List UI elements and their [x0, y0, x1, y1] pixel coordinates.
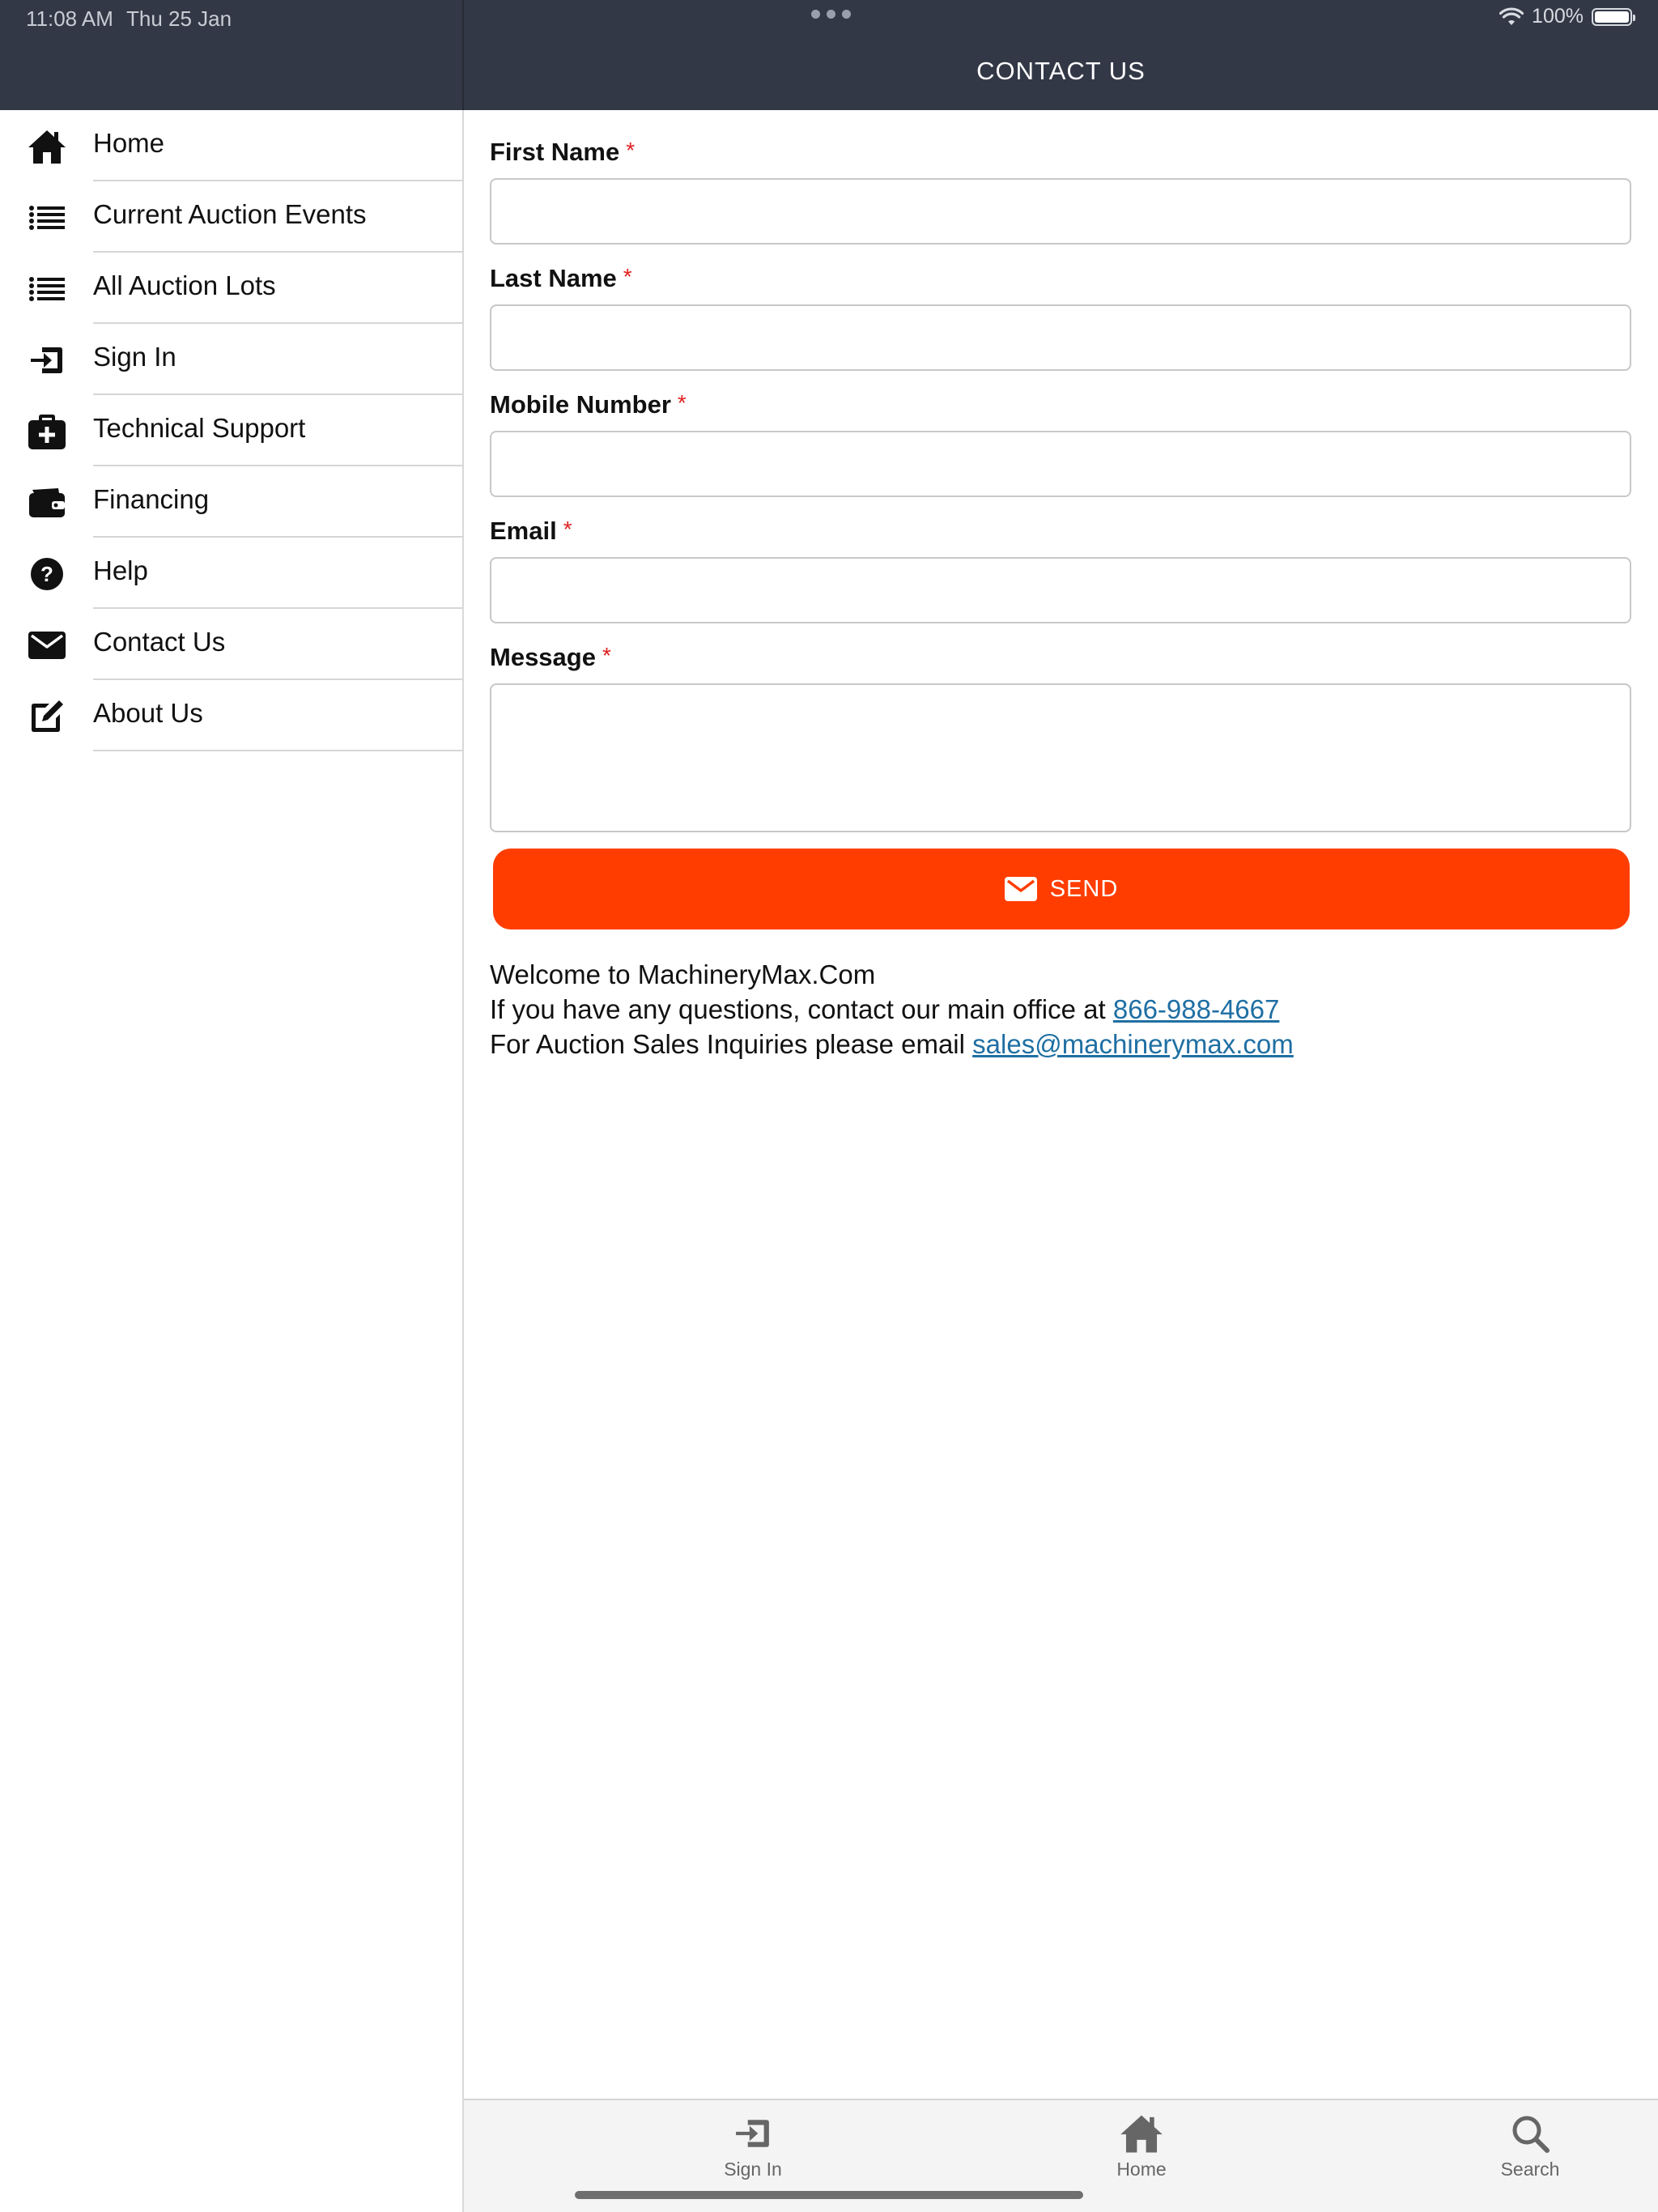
edit-icon: [26, 698, 68, 735]
tab-home[interactable]: [1061, 2108, 1222, 2180]
first-name-input[interactable]: [490, 178, 1631, 245]
inquiries-text: For Auction Sales Inquiries please email: [490, 1029, 965, 1059]
home-icon: [1119, 2112, 1164, 2155]
home-icon: [26, 128, 68, 165]
top-bar: [0, 0, 1658, 110]
sidebar-item-label: Contact Us: [93, 627, 226, 657]
sign-in-icon: [734, 2116, 772, 2150]
message-label: Message *: [490, 643, 611, 671]
list-icon: [26, 199, 68, 236]
tab-label: Sign In: [724, 2159, 782, 2180]
required-marker: *: [563, 517, 572, 542]
last-name-input[interactable]: [490, 304, 1631, 371]
sidebar-item-label: Home: [93, 128, 165, 158]
required-marker: *: [623, 264, 632, 289]
sidebar-item-contact-us[interactable]: [0, 609, 462, 680]
last-name-label: Last Name *: [490, 264, 632, 292]
questions-line: [490, 992, 1294, 1027]
list-icon: [26, 270, 68, 308]
welcome-text: Welcome to MachineryMax.Com: [490, 959, 876, 989]
wallet-icon: [26, 484, 68, 521]
tab-label: Search: [1500, 2159, 1560, 2180]
first-name-label: First Name *: [490, 138, 636, 166]
message-textarea[interactable]: [490, 683, 1631, 832]
svg-text:?: ?: [40, 562, 53, 586]
sidebar-item-label: About Us: [93, 698, 203, 728]
sidebar-item-all-auction-lots[interactable]: [0, 253, 462, 324]
mobile-number-label: Mobile Number *: [490, 390, 687, 419]
required-marker: *: [677, 390, 687, 415]
mobile-number-input[interactable]: [490, 431, 1631, 497]
sidebar-item-financing[interactable]: [0, 466, 462, 538]
status-right: [1499, 5, 1632, 28]
required-marker: *: [602, 643, 611, 668]
questions-text: If you have any questions, contact our main office at: [490, 994, 1106, 1024]
send-label: SEND: [1049, 875, 1119, 902]
topbar-divider: [462, 0, 464, 110]
sidebar-border: [462, 110, 464, 2212]
sidebar-item-label: Current Auction Events: [93, 199, 367, 229]
sidebar-item-sign-in[interactable]: [0, 324, 462, 395]
wifi-icon: [1499, 7, 1524, 27]
sidebar-item-technical-support[interactable]: [0, 395, 462, 466]
page-title: CONTACT US: [976, 57, 1146, 85]
contact-info: [490, 957, 1294, 1061]
email-link[interactable]: sales@machinerymax.com: [972, 1029, 1294, 1059]
required-marker: *: [626, 138, 636, 163]
sidebar-item-label: Sign In: [93, 342, 176, 372]
send-button[interactable]: [493, 849, 1630, 929]
battery-icon: [1592, 8, 1632, 26]
sidebar-item-about-us[interactable]: [0, 680, 462, 751]
email-input[interactable]: [490, 557, 1631, 623]
sign-in-icon: [26, 342, 68, 379]
inquiries-line: [490, 1027, 1294, 1061]
battery-percent: 100%: [1532, 5, 1584, 28]
sidebar-item-help[interactable]: [0, 538, 462, 609]
sidebar-item-label: Financing: [93, 484, 210, 514]
tab-sign-in[interactable]: [672, 2108, 834, 2180]
status-date: Thu 25 Jan: [126, 6, 232, 31]
sidebar-item-current-auction-events[interactable]: [0, 181, 462, 253]
phone-link[interactable]: 866-988-4667: [1112, 994, 1280, 1024]
envelope-icon: [1005, 877, 1037, 901]
email-label: Email *: [490, 517, 572, 545]
divider: [93, 750, 462, 751]
status-time: 11:08 AM: [26, 6, 113, 31]
multitask-dots-icon[interactable]: [811, 10, 851, 19]
medkit-icon: [26, 413, 68, 450]
sidebar-item-label: All Auction Lots: [93, 270, 276, 300]
sidebar: [0, 110, 462, 2212]
tab-label: Home: [1116, 2159, 1167, 2180]
sidebar-item-label: Technical Support: [93, 413, 306, 443]
envelope-icon: [26, 627, 68, 664]
sidebar-item-label: Help: [93, 555, 148, 585]
help-icon: [26, 555, 68, 593]
tab-search[interactable]: [1449, 2108, 1611, 2180]
search-icon: [1510, 2113, 1550, 2154]
sidebar-item-home[interactable]: [0, 110, 462, 181]
home-indicator[interactable]: [575, 2191, 1083, 2199]
